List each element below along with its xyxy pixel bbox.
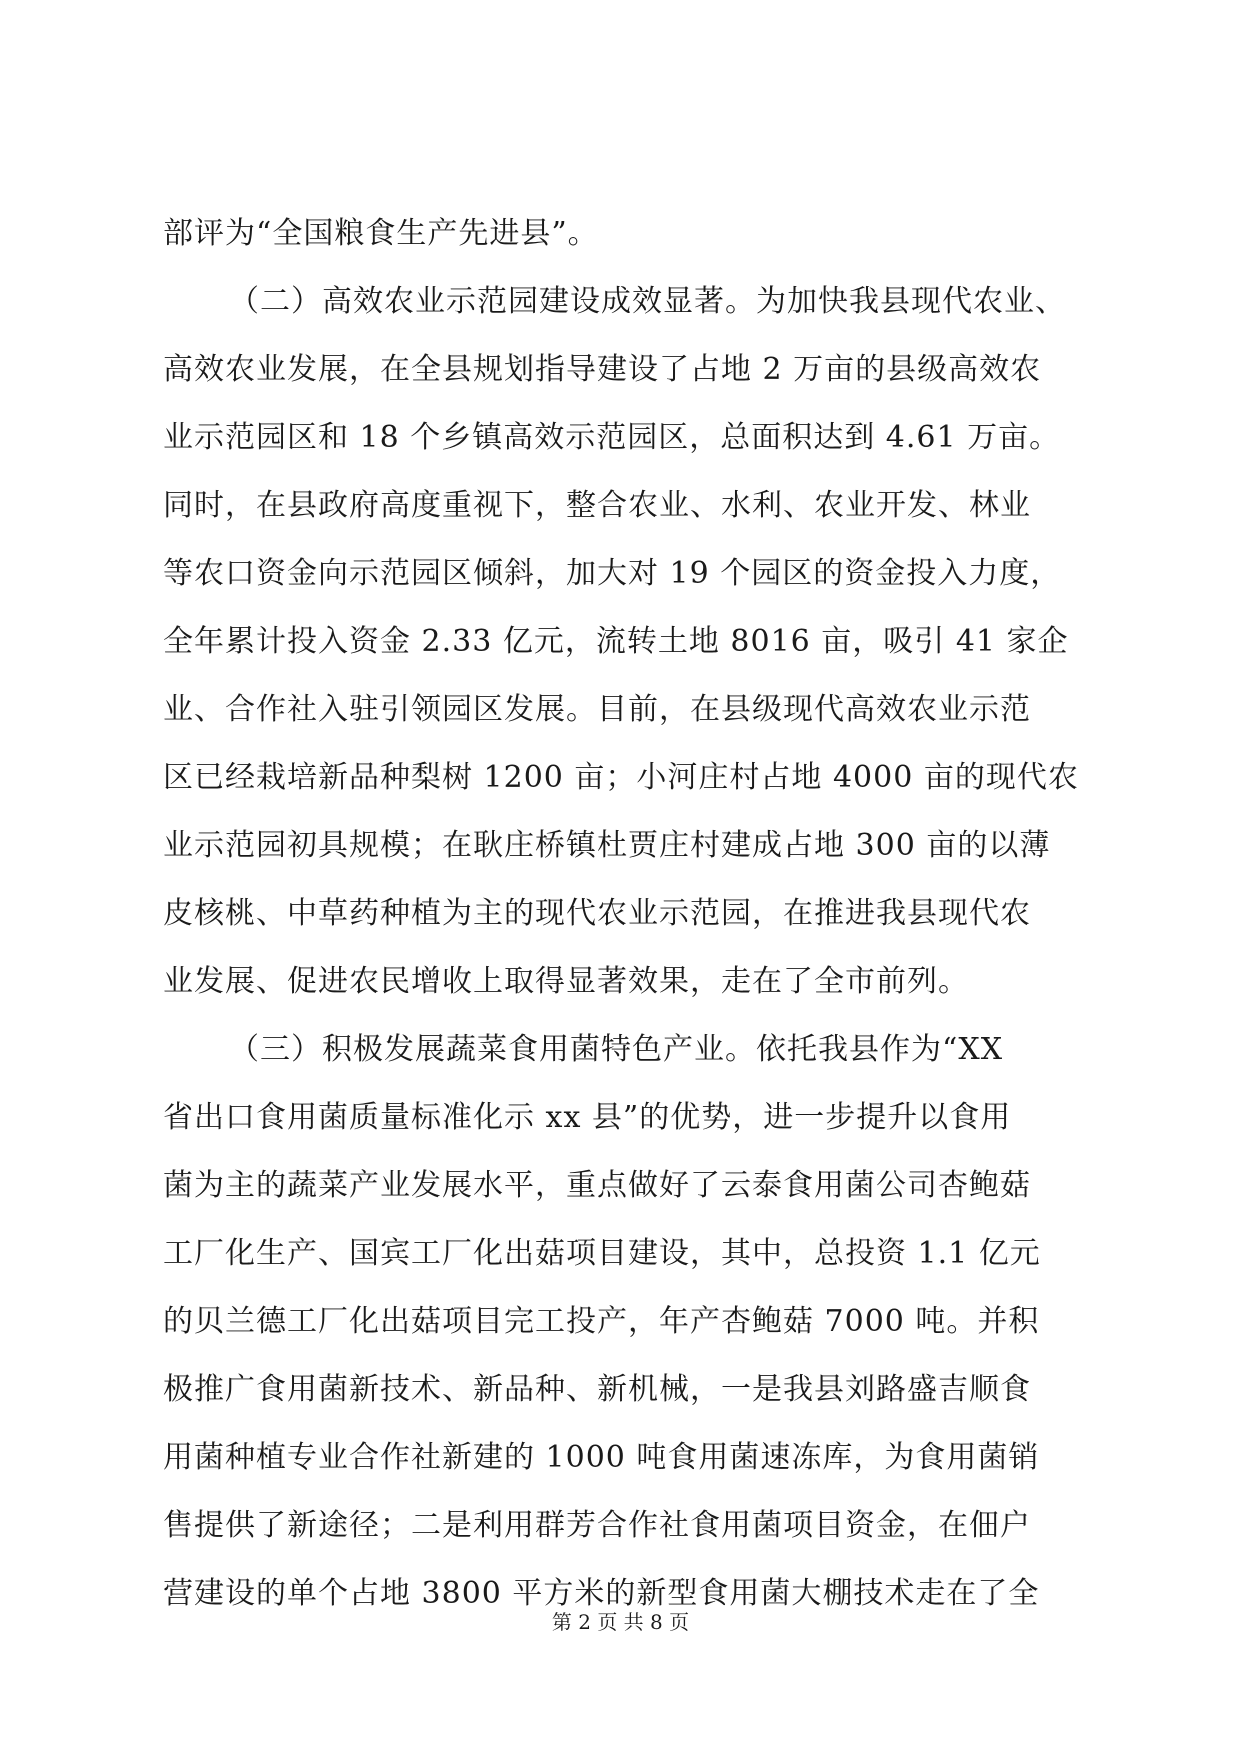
text-line: 同时，在县政府高度重视下，整合农业、水利、农业开发、林业 <box>163 488 1031 523</box>
text-line: 业发展、促进农民增收上取得显著效果，走在了全市前列。 <box>163 964 969 999</box>
text-line: 全年累计投入资金 2.33 亿元，流转土地 8016 亩，吸引 41 家企 <box>163 624 1069 659</box>
text-line: 业示范园区和 18 个乡镇高效示范园区，总面积达到 4.61 万亩。 <box>163 420 1061 455</box>
text-line: 售提供了新途径；二是利用群芳合作社食用菌项目资金，在佃户 <box>163 1508 1031 1543</box>
paragraph-heading-line: （三）积极发展蔬菜食用菌特色产业。依托我县作为“XX <box>229 1032 1004 1067</box>
text-line: 工厂化生产、国宾工厂化出菇项目建设，其中，总投资 1.1 亿元 <box>163 1236 1041 1271</box>
text-line: 等农口资金向示范园区倾斜，加大对 19 个园区的资金投入力度， <box>163 556 1062 591</box>
text-line: 极推广食用菌新技术、新品种、新机械，一是我县刘路盛吉顺食 <box>163 1372 1031 1407</box>
paragraph-heading-line: （二）高效农业示范园建设成效显著。为加快我县现代农业、 <box>229 284 1066 319</box>
text-line: 业、合作社入驻引领园区发展。目前，在县级现代高效农业示范 <box>163 692 1031 727</box>
page-number-footer: 第 2 页 共 8 页 <box>551 1610 690 1634</box>
text-line: 菌为主的蔬菜产业发展水平，重点做好了云泰食用菌公司杏鲍菇 <box>163 1168 1031 1203</box>
text-line: 皮核桃、中草药种植为主的现代农业示范园，在推进我县现代农 <box>163 896 1031 931</box>
text-line: 的贝兰德工厂化出菇项目完工投产，年产杏鲍菇 7000 吨。并积 <box>163 1304 1040 1339</box>
text-line: 区已经栽培新品种梨树 1200 亩；小河庄村占地 4000 亩的现代农 <box>163 760 1079 795</box>
text-line: 营建设的单个占地 3800 平方米的新型食用菌大棚技术走在了全 <box>163 1576 1040 1611</box>
body-text <box>163 200 1093 1628</box>
text-line: 业示范园初具规模；在耿庄桥镇杜贾庄村建成占地 300 亩的以薄 <box>163 828 1051 863</box>
text-line: 省出口食用菌质量标准化示 xx 县”的优势，进一步提升以食用 <box>163 1100 1012 1135</box>
text-line: 用菌种植专业合作社新建的 1000 吨食用菌速冻库，为食用菌销 <box>163 1440 1040 1475</box>
text-line: 部评为“全国粮食生产先进县”。 <box>163 216 599 251</box>
text-line: 高效农业发展，在全县规划指导建设了占地 2 万亩的县级高效农 <box>163 352 1042 387</box>
